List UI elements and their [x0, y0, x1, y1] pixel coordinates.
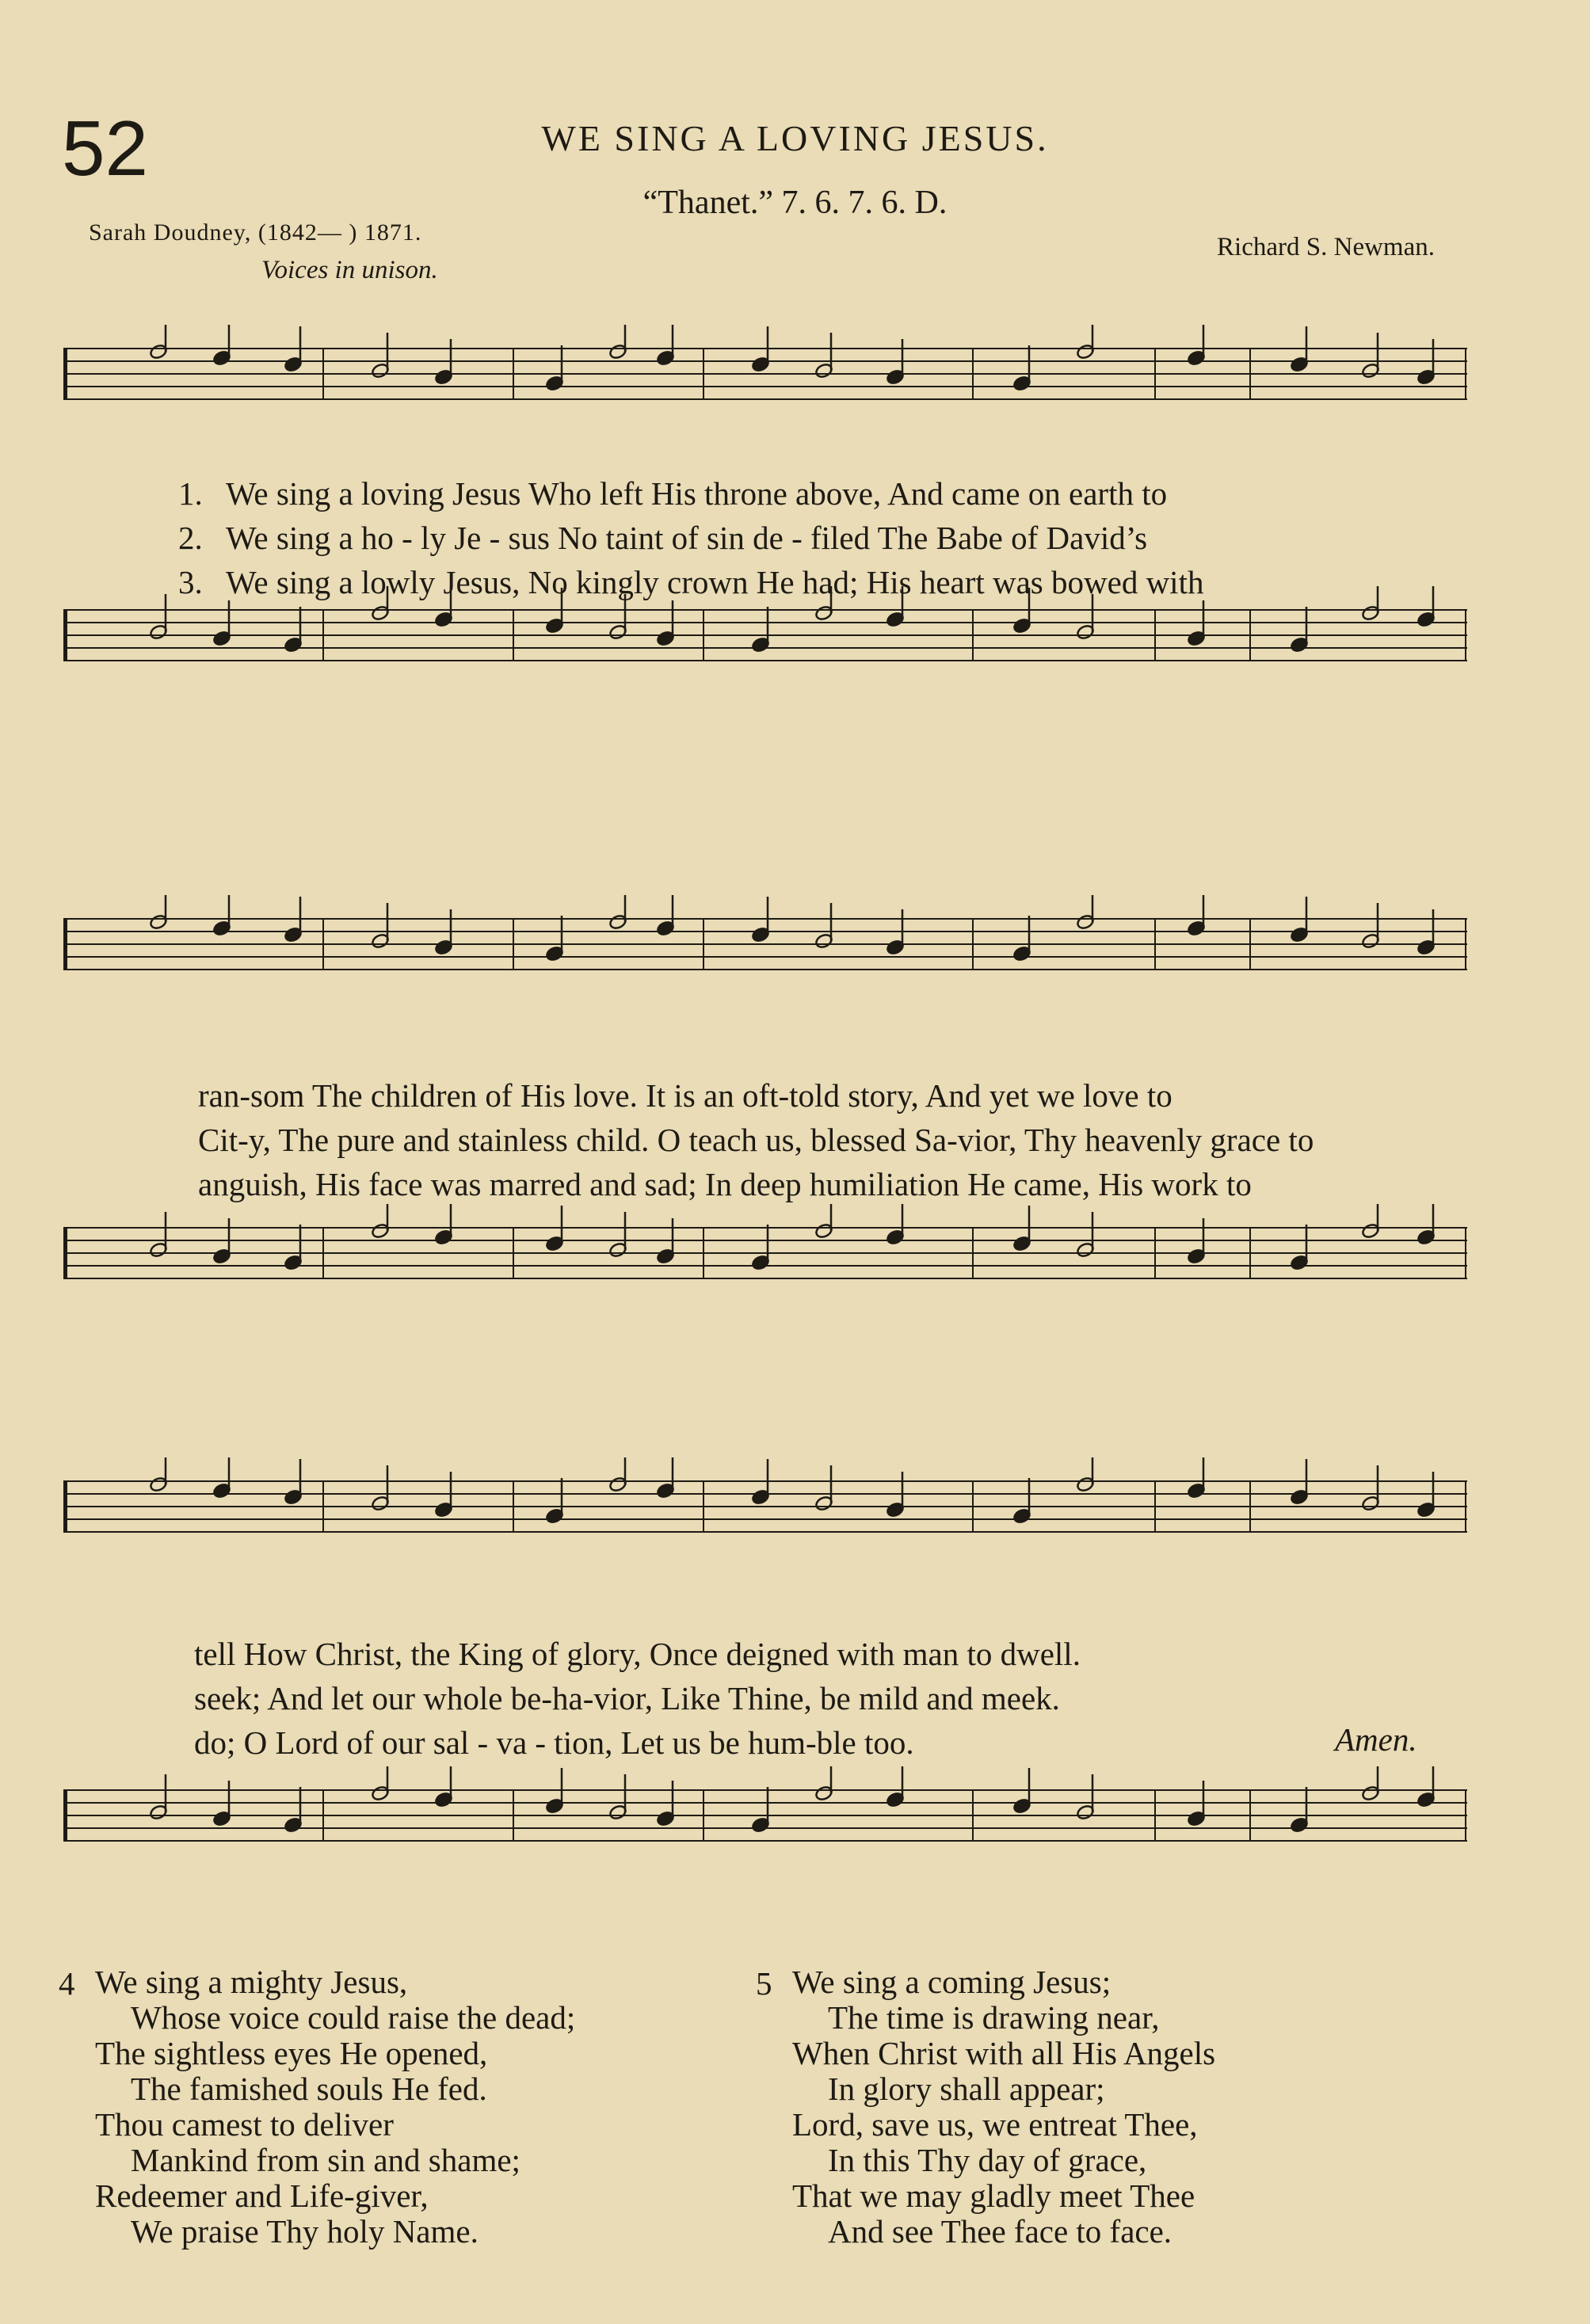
stanza-line: We sing a coming Jesus; [792, 1964, 1111, 2000]
tune-meter: “Thanet.” 7. 6. 7. 6. D. [642, 185, 948, 221]
stanza-line: In this Thy day of grace, [828, 2142, 1147, 2178]
stanza-line: We praise Thy holy Name. [131, 2213, 479, 2250]
bass-staff [63, 586, 1467, 705]
music-system-3 [63, 1457, 1467, 1901]
lyric-line: ran-som The children of His love. It is an oft-told story, And yet we love to [198, 1077, 1172, 1114]
hymn-title: WE SING A LOVING JESUS. [541, 118, 1049, 158]
stanza-line: And see Thee face to face. [828, 2213, 1172, 2250]
performance-instruction: Voices in unison. [261, 256, 438, 284]
treble-staff [63, 325, 1467, 420]
stanza-line: The time is drawing near, [828, 1999, 1160, 2036]
stanza-number: 4 [59, 1965, 75, 2002]
composer-credit: Richard S. Newman. [1217, 233, 1435, 261]
bass-staff [63, 1766, 1467, 1885]
lyric-line: 2. We sing a ho - ly Je - sus No taint of sin de - filed The Babe of David’s [178, 520, 1148, 556]
stanza-line: In glory shall appear; [828, 2071, 1105, 2107]
author-credit: Sarah Doudney, (1842— ) 1871. [89, 219, 422, 246]
hymn-number: 52 [62, 105, 149, 192]
stanza-line: The famished souls He fed. [131, 2071, 487, 2107]
treble-staff [63, 895, 1467, 1014]
stanza-line: Mankind from sin and shame; [131, 2142, 520, 2178]
stanza-line: The sightless eyes He opened, [95, 2035, 488, 2071]
music-system-2 [63, 895, 1467, 1339]
lyric-line: anguish, His face was marred and sad; In deep humiliation He came, His work to [198, 1166, 1252, 1202]
lyric-line: tell How Christ, the King of glory, Once deigned with man to dwell. [194, 1636, 1081, 1672]
additional-stanzas [0, 1964, 1590, 2281]
stanza-4 [59, 1964, 576, 2250]
bass-staff [63, 1204, 1467, 1323]
lyrics-block-1 [178, 471, 1582, 604]
lyric-line: 3. We sing a lowly Jesus, No kingly crown He had; His heart was bowed with [178, 564, 1204, 600]
stanza-line: We sing a mighty Jesus, [95, 1964, 408, 2000]
lyric-line: seek; And let our whole be-ha-vior, Like Thine, be mild and meek. [194, 1680, 1060, 1716]
treble-staff [63, 1457, 1467, 1576]
stanza-line: That we may gladly meet Thee [792, 2177, 1195, 2214]
lyric-line: Cit-y, The pure and stainless child. O teach us, blessed Sa-vior, Thy heavenly grace to [198, 1122, 1314, 1158]
stanza-line: Whose voice could raise the dead; [131, 1999, 576, 2036]
stanza-number: 5 [756, 1965, 772, 2002]
lyric-line: 1. We sing a loving Jesus Who left His throne above, And came on earth to [178, 475, 1168, 512]
stanza-line: Redeemer and Life-giver, [95, 2177, 429, 2214]
lyrics-block-2 [198, 1073, 1590, 1206]
stanza-line: Lord, save us, we entreat Thee, [792, 2106, 1198, 2143]
stanza-line: When Christ with all His Angels [792, 2035, 1216, 2071]
amen-label: Amen. [1335, 1721, 1417, 1758]
lyric-line: do; O Lord of our sal - va - tion, Let us be hum-ble too. [194, 1724, 914, 1761]
music-system-1 [63, 325, 1467, 752]
stanza-line: Thou camest to deliver [95, 2106, 394, 2143]
stanza-5 [756, 1964, 1216, 2250]
